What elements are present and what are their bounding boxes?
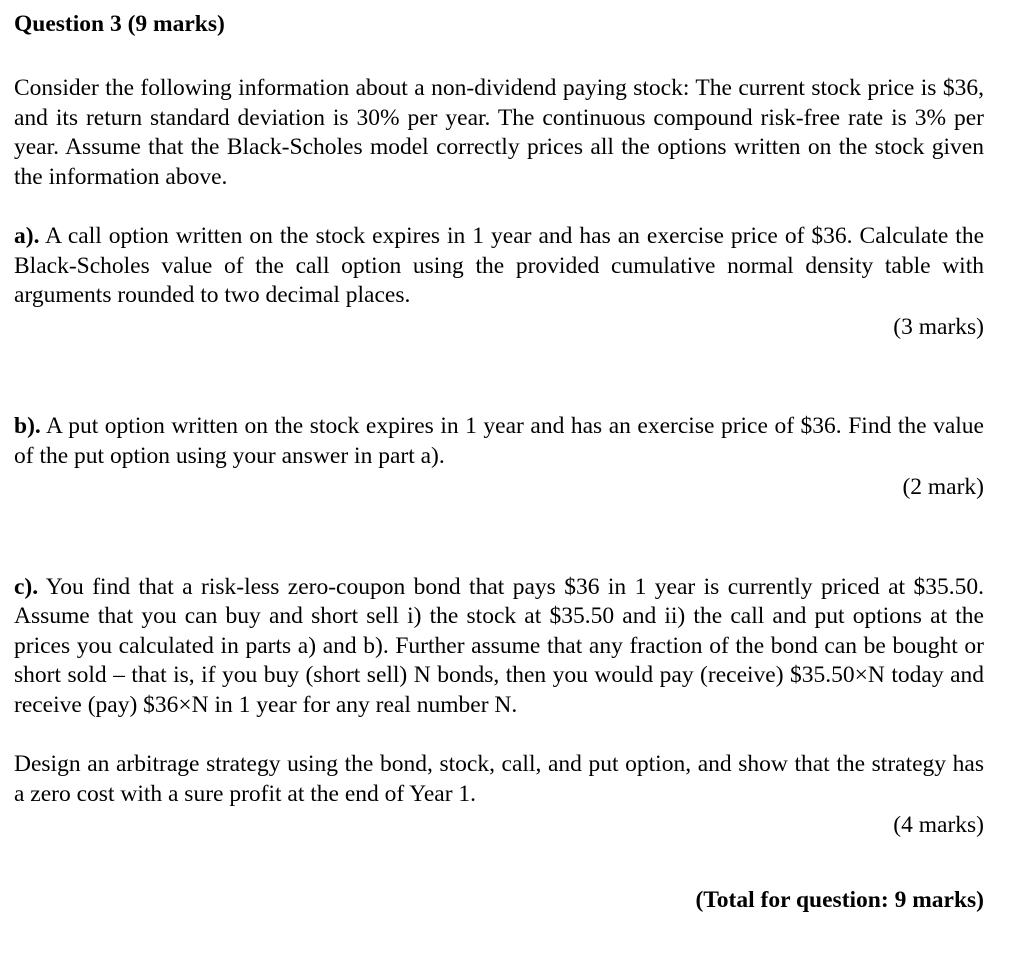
- part-c-text: [14, 573, 984, 721]
- question-intro: Consider the following information about a non-dividend paying stock: The current stock price is $36, and its return standard deviation is 30% per year. The continuous compound risk-free rate is 3% per year. Assume that the Black-Scholes model correctly prices all the options written on the stock given the information above.: [14, 75, 984, 190]
- part-b-label: b).: [14, 413, 41, 439]
- part-b-body: A put option written on the stock expires in 1 year and has an exercise price of $36. Find the value of the put option using your answer in part a).: [14, 413, 984, 469]
- question-title: Question 3 (9 marks): [14, 11, 225, 37]
- part-c-marks: (4 marks): [893, 812, 984, 838]
- part-c-body: You find that a risk-less zero-coupon bond that pays $36 in 1 year is currently priced at $35.50. Assume that you can buy and short sell i) the stock at $35.50 and ii) the call and put options at the prices you calculated in parts a) and b). Further assume that any fraction of the bond can be bought or short sold – that is, if you buy (short sell) N bonds, then you would pay (receive) $35.50×N today and receive (pay) $36×N in 1 year for any real number N.: [14, 573, 984, 718]
- part-a-text: [14, 222, 984, 311]
- part-b-text: [14, 412, 984, 471]
- part-a-body: A call option written on the stock expires in 1 year and has an exercise price of $36. Calculate the Black-Scholes value of the call option using the provided cumulative normal density table with arguments rounded to two decimal places.: [14, 223, 984, 308]
- part-a-marks: (3 marks): [893, 313, 984, 340]
- part-a-label: a).: [14, 223, 40, 249]
- part-c-design-text: Design an arbitrage strategy using the bond, stock, call, and put option, and show that the strategy has a zero cost with a sure profit at the end of Year 1.: [14, 751, 984, 807]
- part-c-label: c).: [14, 573, 39, 600]
- total-marks: (Total for question: 9 marks): [695, 886, 984, 913]
- part-b-marks: (2 mark): [902, 474, 984, 500]
- question-document: [14, 8, 984, 915]
